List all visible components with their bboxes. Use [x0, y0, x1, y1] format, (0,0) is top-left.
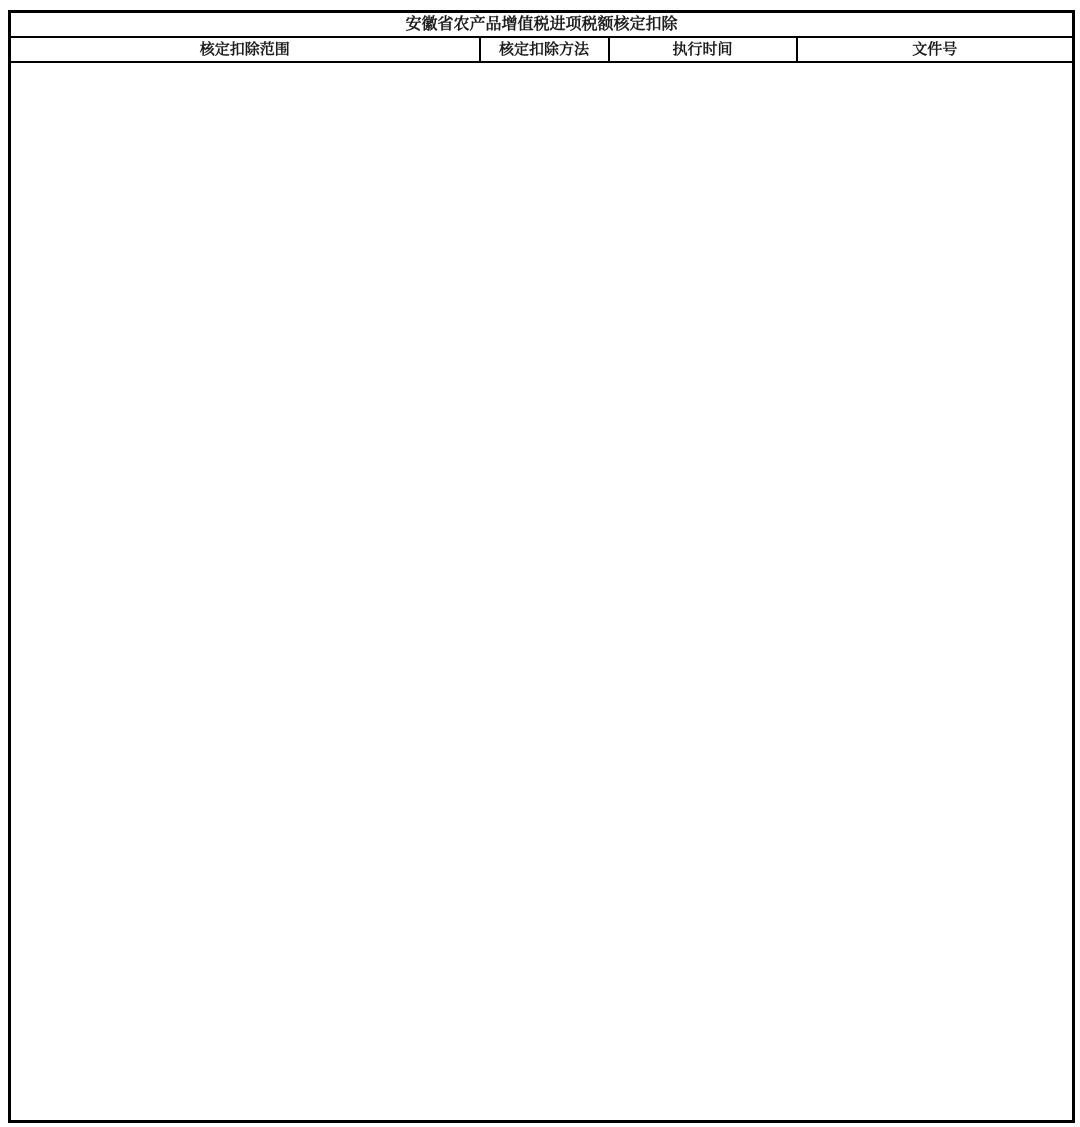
table-title: 安徽省农产品增值税进项税额核定扣除	[10, 12, 1074, 38]
table-row	[10, 928, 1074, 1022]
table-row	[10, 389, 1074, 437]
table-row	[10, 437, 1074, 462]
table-row	[10, 251, 1074, 299]
tax-deduction-table	[8, 10, 1075, 1123]
column-header-row	[10, 37, 1074, 62]
title-row	[10, 12, 1074, 38]
header-doc-number: 文件号	[797, 37, 1074, 62]
table-row	[10, 594, 1074, 746]
table-row	[10, 62, 1074, 92]
table-row	[10, 1022, 1074, 1121]
table-row	[10, 812, 1074, 870]
header-method: 核定扣除方法	[480, 37, 609, 62]
table-row	[10, 746, 1074, 812]
header-exec-time: 执行时间	[609, 37, 797, 62]
header-scope: 核定扣除范围	[10, 37, 480, 62]
table-row	[10, 229, 1074, 251]
table-row	[10, 870, 1074, 928]
table-row	[10, 92, 1074, 229]
table-row	[10, 462, 1074, 594]
table-row	[10, 299, 1074, 389]
